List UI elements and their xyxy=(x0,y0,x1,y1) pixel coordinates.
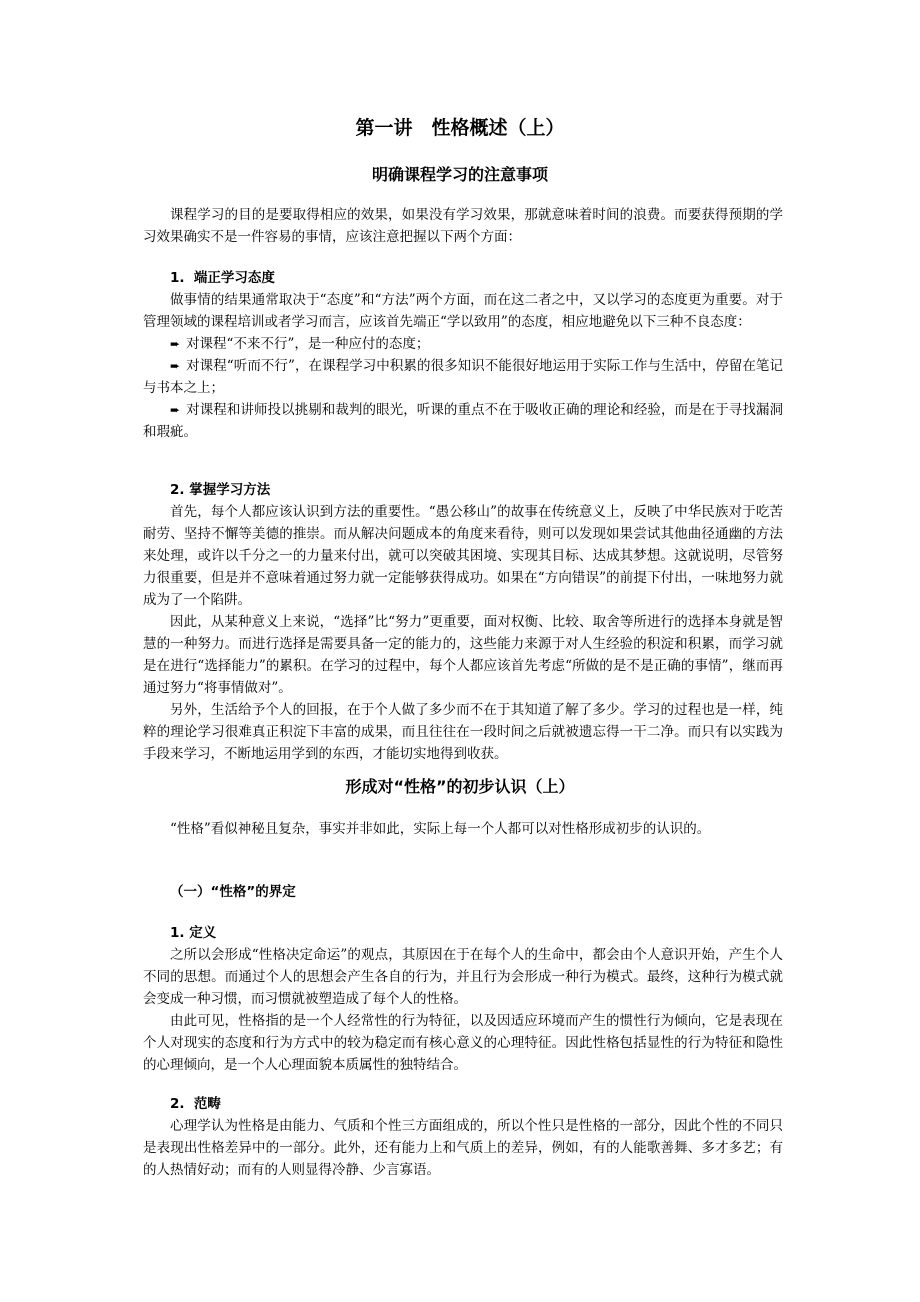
method-paragraph: 因此，从某种意义上来说，“选择”比“努力”更重要，面对权衡、比较、取舍等所进行的选择本身就是智慧的一种努力。而进行选择是需要具备一定的能力的，这些能力来源于对人生经验的积淀和积累，而学习就是在进行“选择能力”的累积。在学习的过程中，每个人都应该首先考虑“所做的是不是正确的事情”，继而再通过努力“将事情做对”。 xyxy=(143,614,783,696)
intro-paragraph: 课程学习的目的是要取得相应的效果，如果没有学习效果，那就意味着时间的浪费。而要获得预期的学习效果确实不是一件容易的事情，应该注意把握以下两个方面： xyxy=(143,207,783,245)
heading-method: 2. 掌握学习方法 xyxy=(170,482,271,498)
intro-block xyxy=(143,204,783,248)
arrow-icon: ➨ xyxy=(170,359,181,373)
heading-definition: 1. 定义 xyxy=(170,925,217,941)
section-title-personality: 形成对“性格”的初步认识（上） xyxy=(345,777,575,796)
intro2-paragraph: “性格”看似神秘且复杂，事实并非如此，实际上每一个人都可以对性格形成初步的认识的。 xyxy=(170,821,711,837)
scope-block xyxy=(143,1093,783,1181)
bullet-item xyxy=(143,333,783,355)
arrow-icon: ➨ xyxy=(170,337,181,351)
bullet-item xyxy=(143,399,783,443)
definition-paragraph: 由此可见，性格指的是一个人经常性的行为特征，以及因适应环境而产生的惯性行为倾向，它是表现在个人对现实的态度和行为方式中的较为稳定而有核心意义的心理特征。因此性格包括显性的行为特征和隐性的心理倾向，是一个人心理面貌本质属性的独特结合。 xyxy=(143,1013,783,1073)
bullet-item xyxy=(143,355,783,399)
part1-block xyxy=(143,267,783,443)
definition-paragraph: 之所以会形成“性格决定命运”的观点，其原因在于在每个人的生命中，都会由个人意识开始，产生个人不同的思想。而通过个人的思想会产生各自的行为，并且行为会形成一种行为模式。最终，这种行为模式就会变成一种习惯，而习惯就被塑造成了每个人的性格。 xyxy=(143,947,783,1007)
bullet-text: 对课程“听而不行”，在课程学习中积累的很多知识不能很好地运用于实际工作与生活中，停留在笔记与书本之上； xyxy=(143,358,783,396)
heading-attitude: 1. 端正学习态度 xyxy=(170,270,275,286)
heading-scope: 2. 范畴 xyxy=(170,1096,221,1112)
attitude-paragraph: 做事情的结果通常取决于“态度”和“方法”两个方面，而在这二者之中，又以学习的态度更为重要。对于管理领域的课程培训或者学习而言，应该首先端正“学以致用”的态度，相应地避免以下三种不良态度： xyxy=(143,292,783,330)
bullet-text: 对课程和讲师投以挑剔和裁判的眼光，听课的重点不在于吸收正确的理论和经验，而是在于寻找漏洞和瑕疵。 xyxy=(143,402,783,440)
scope-paragraph: 心理学认为性格是由能力、气质和个性三方面组成的，所以个性只是性格的一部分，因此个性的不同只是表现出性格差异中的一部分。此外，还有能力上和气质上的差异，例如，有的人能歌善舞、多才多艺；有的人热情好动；而有的人则显得冷静、少言寡语。 xyxy=(143,1118,783,1178)
part2-block xyxy=(143,479,783,765)
method-paragraph: 首先，每个人都应该认识到方法的重要性。“愚公移山”的故事在传统意义上，反映了中华民族对于吃苦耐劳、坚持不懈等美德的推崇。而从解决问题成本的角度来看待，则可以发现如果尝试其他曲径通幽的方法来处理，或许以千分之一的力量来付出，就可以突破其困境、实现其目标、达成其梦想。这就说明，尽管努力很重要，但是并不意味着通过努力就一定能够获得成功。如果在“方向错误”的前提下付出，一味地努力就成为了一个陷阱。 xyxy=(143,504,783,608)
heading-definition-section: （一）“性格”的界定 xyxy=(170,884,296,900)
arrow-icon: ➨ xyxy=(170,403,181,417)
bullet-text: 对课程“不来不行”，是一种应付的态度； xyxy=(186,336,430,352)
method-paragraph: 另外，生活给予个人的回报，在于个人做了多少而不在于其知道了解了多少。学习的过程也是一样，纯粹的理论学习很难真正积淀下丰富的成果，而且往往在一段时间之后就被遗忘得一干二净。而只有以实践为手段来学习，不断地运用学到的东西，才能切实地得到收获。 xyxy=(143,702,783,762)
intro2-block xyxy=(143,818,783,840)
sub1-block xyxy=(143,881,783,903)
section-title-study-notes: 明确课程学习的注意事项 xyxy=(371,165,548,184)
definition-block xyxy=(143,922,783,1076)
page-title: 第一讲 性格概述（上） xyxy=(355,117,565,139)
